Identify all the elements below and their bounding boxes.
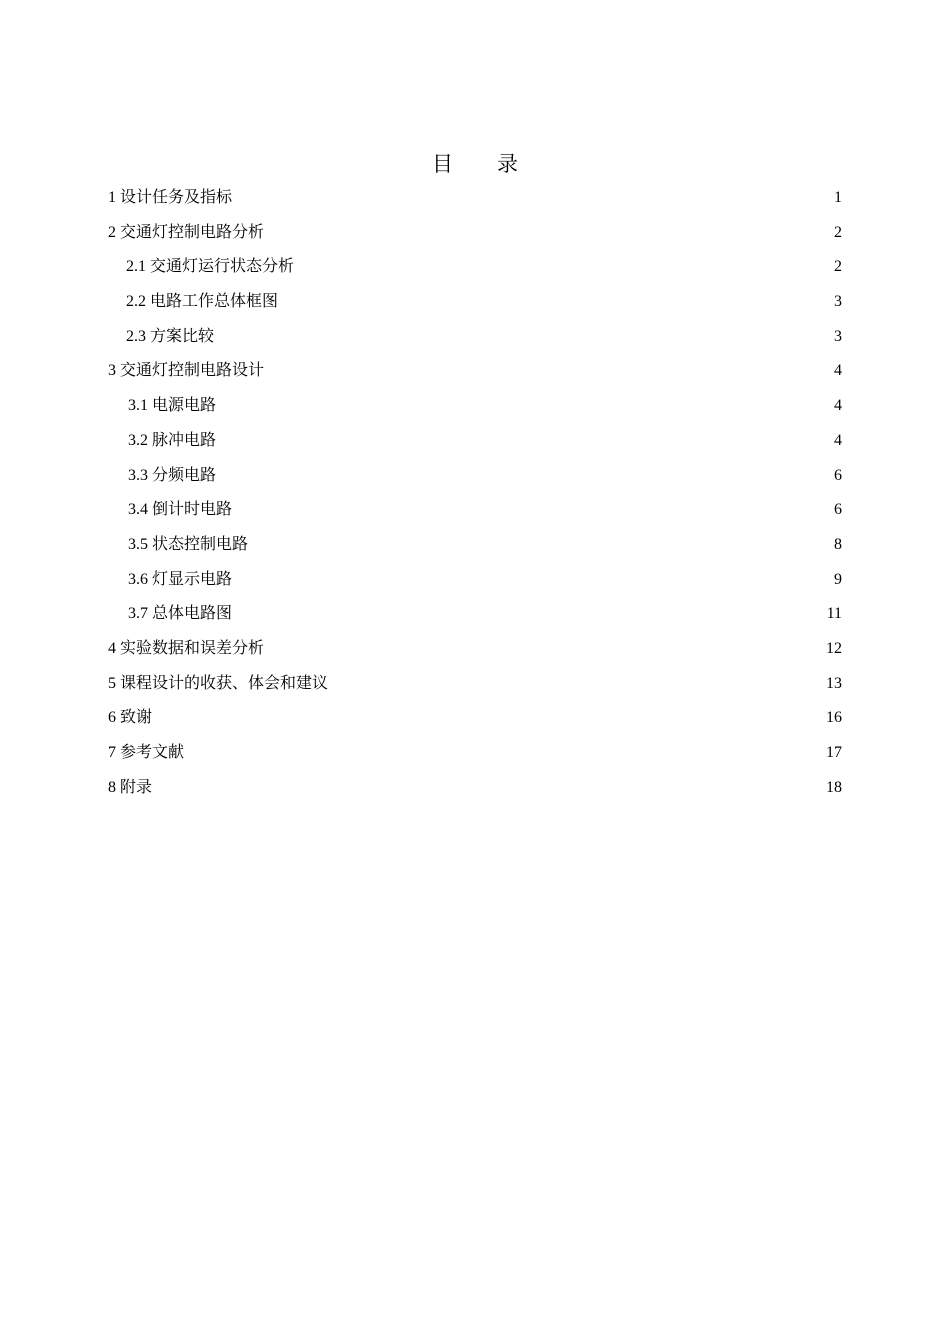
toc-entry-page: 18 [826, 778, 842, 796]
toc-entry[interactable] [108, 459, 842, 494]
toc-entry-page: 3 [834, 327, 842, 345]
toc-dot-leader [214, 340, 833, 341]
toc-dot-leader [162, 721, 825, 722]
toc-entry-label: 3.6 灯显示电路 [128, 570, 233, 588]
toc-dot-leader [194, 756, 825, 757]
toc-dot-leader [242, 583, 833, 584]
toc-entry-label: 3.5 状态控制电路 [128, 535, 249, 553]
title-char-2: 录 [497, 152, 518, 176]
toc-entry[interactable] [108, 389, 842, 424]
toc-entry-label: 3.7 总体电路图 [128, 605, 233, 623]
toc-entry-label: 3.3 分频电路 [128, 466, 217, 484]
toc-entry-page: 17 [826, 744, 842, 761]
toc-entry[interactable] [108, 493, 842, 528]
toc-entry-label: 2 交通灯控制电路分析 [108, 223, 265, 241]
toc-entry-label: 3.2 脉冲电路 [128, 431, 217, 449]
toc-dot-leader [242, 201, 833, 202]
toc-entry[interactable] [108, 424, 842, 459]
toc-entry-label: 6 致谢 [108, 709, 153, 727]
toc-entry[interactable] [108, 285, 842, 320]
toc-entry-page: 4 [834, 431, 842, 449]
toc-dot-leader [274, 374, 833, 375]
toc-entry-page: 4 [834, 362, 842, 380]
toc-dot-leader [274, 652, 825, 653]
toc-entry-label: 1 设计任务及指标 [108, 189, 233, 206]
toc-entry-label: 3 交通灯控制电路设计 [108, 362, 265, 380]
toc-entry-label: 2.3 方案比较 [126, 327, 215, 345]
toc-entry-label: 3.1 电源电路 [128, 397, 217, 415]
toc-entry[interactable] [108, 667, 842, 702]
toc-entry-page: 6 [834, 501, 842, 519]
toc-dot-leader [294, 270, 833, 271]
toc-entry-label: 3.4 倒计时电路 [128, 501, 233, 519]
toc-entry-page: 13 [826, 674, 842, 692]
toc-entry-page: 2 [834, 223, 842, 241]
toc-entry-page: 3 [834, 293, 842, 311]
page-title [0, 148, 950, 178]
toc-entry[interactable] [108, 736, 842, 771]
toc-entry[interactable] [108, 563, 842, 598]
toc-dot-leader [162, 791, 825, 792]
toc-entry-page: 12 [826, 639, 842, 657]
toc-dot-leader [328, 687, 825, 688]
toc-entry-page: 9 [834, 570, 842, 588]
toc-entry-page: 11 [826, 605, 842, 623]
toc-entry-page: 2 [834, 258, 842, 276]
toc-entry[interactable] [108, 528, 842, 563]
title-char-1: 目 [432, 152, 453, 176]
toc-dot-leader [278, 305, 833, 306]
toc-entry-label: 4 实验数据和误差分析 [108, 639, 265, 657]
toc-entry[interactable] [108, 216, 842, 251]
toc-entry-label: 8 附录 [108, 778, 153, 796]
toc-entry[interactable] [108, 250, 842, 285]
toc-dot-leader [258, 548, 833, 549]
toc-entry-page: 4 [834, 397, 842, 415]
toc-entry[interactable] [108, 354, 842, 389]
toc-entry-label: 5 课程设计的收获、体会和建议 [108, 674, 329, 692]
toc-entry[interactable] [108, 701, 842, 736]
toc-entry[interactable] [108, 771, 842, 806]
toc-entry-page: 6 [834, 466, 842, 484]
toc-entry[interactable] [108, 632, 842, 667]
toc-dot-leader [216, 409, 833, 410]
toc-dot-leader [226, 444, 833, 445]
toc-entry[interactable] [108, 597, 842, 632]
toc-entry-label: 2.1 交通灯运行状态分析 [126, 258, 295, 276]
toc-dot-leader [242, 617, 826, 618]
toc-dot-leader [226, 479, 833, 480]
toc-entry-page: 8 [834, 535, 842, 553]
toc-entry-page: 1 [834, 189, 842, 206]
toc-dot-leader [274, 236, 833, 237]
toc-entry[interactable] [108, 320, 842, 355]
toc-entry-label: 7 参考文献 [108, 744, 185, 761]
toc-dot-leader [232, 513, 833, 514]
toc-entry[interactable] [108, 181, 842, 216]
toc-entry-label: 2.2 电路工作总体框图 [126, 293, 279, 311]
toc-entry-page: 16 [826, 709, 842, 727]
table-of-contents [108, 181, 842, 805]
